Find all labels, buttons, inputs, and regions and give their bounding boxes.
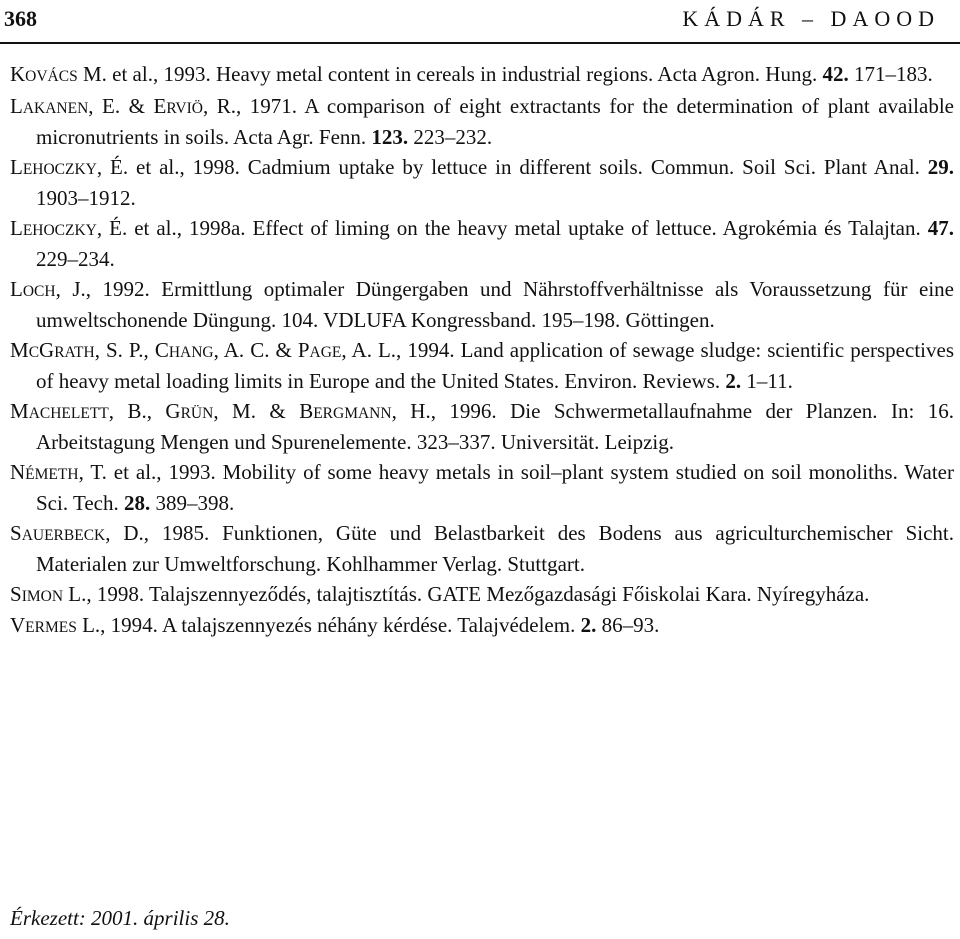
reference-text: , B., xyxy=(108,398,166,423)
reference-item-lakanen xyxy=(10,92,954,153)
reference-pages: 223–232. xyxy=(408,125,493,149)
reference-pages: 229–234. xyxy=(36,247,115,271)
page-header xyxy=(0,0,960,44)
author-initial: S xyxy=(10,520,22,545)
reference-list xyxy=(10,60,954,643)
author-initial: G xyxy=(39,337,55,362)
reference-pages: 171–183. xyxy=(848,62,933,86)
author-smallcaps: RATH xyxy=(54,343,95,361)
author-smallcaps: RVIÖ xyxy=(166,99,203,117)
reference-item-lehoczky-1998 xyxy=(10,153,954,214)
author-initial: L xyxy=(10,93,23,118)
author-smallcaps: ERGMANN xyxy=(313,404,392,422)
author-smallcaps: EHOCZKY xyxy=(22,160,97,178)
volume-number: 47. xyxy=(927,215,954,240)
reference-text: , H., 1996. Die Schwermetallaufnahme der Planzen. In: 16. Arbeitstagung Mengen und Spurenelemente. 323–337. Universität. Leipzig. xyxy=(36,398,954,454)
reference-text: L., 1998. Talajszennyeződés, talajtisztítás. GATE Mezőgazdasági Főiskolai Kara. Nyíregyháza. xyxy=(63,581,870,606)
reference-text: , R., 1971. A comparison of eight extractants for the determination of plant available micronutrients in soils. Acta Agr. Fenn. xyxy=(36,93,954,149)
author-smallcaps: ACHELETT xyxy=(28,404,109,422)
received-date: Érkezett: 2001. április 28. xyxy=(10,906,230,930)
author-initial: C xyxy=(154,337,169,362)
reference-text: , J., 1992. Ermittlung optimaler Düngergaben und Nährstoffverhältnisse als Voraussetzung für eine umweltschonende Düngung. 104. VDLUFA Kongressband. 195–198. Göttingen. xyxy=(36,276,954,332)
reference-text: , T. et al., 1993. Mobility of some heavy metals in soil–plant system studied on soil monoliths. Water Sci. Tech. xyxy=(36,459,954,515)
volume-number: 123. xyxy=(371,125,409,149)
reference-item-mcgrath xyxy=(10,336,954,397)
reference-item-kovacs xyxy=(10,60,954,92)
reference-item-nemeth xyxy=(10,458,954,519)
reference-item-lehoczky-1998a xyxy=(10,214,954,275)
reference-text: , E. & xyxy=(88,93,154,118)
author-smallcaps: ERMES xyxy=(25,619,77,636)
author-initial: E xyxy=(153,93,167,118)
reference-text: M. et al., 1993. Heavy metal content in cereals in industrial regions. Acta Agron. Hung. xyxy=(77,62,823,86)
author-smallcaps: RÜN xyxy=(180,404,214,422)
author-smallcaps: AGE xyxy=(309,343,342,361)
author-initial: K xyxy=(10,62,26,86)
reference-pages: 389–398. xyxy=(150,491,235,515)
reference-text: L., 1994. A talajszennyezés néhány kérdése. Talajvédelem. xyxy=(76,613,581,637)
reference-pages: 1903–1912. xyxy=(36,186,136,210)
reference-pages: 86–93. xyxy=(596,613,660,637)
author-smallcaps: AKANEN xyxy=(22,99,89,117)
volume-number: 28. xyxy=(123,491,151,515)
author-smallcaps: OVÁCS xyxy=(25,68,78,85)
author-initial: V xyxy=(10,613,26,637)
reference-text: , M. & xyxy=(213,398,300,423)
author-smallcaps: ÉMETH xyxy=(25,465,79,483)
author-initial: M xyxy=(10,337,29,362)
reference-item-loch xyxy=(10,275,954,336)
author-initial: L xyxy=(10,154,23,179)
author-initial: N xyxy=(10,459,26,484)
volume-number: 2. xyxy=(725,369,742,393)
author-initial: P xyxy=(297,337,310,362)
reference-text: , É. et al., 1998. Cadmium uptake by lettuce in different soils. Commun. Soil Sci. Plant Anal. xyxy=(96,154,928,179)
reference-item-sauerbeck xyxy=(10,519,954,580)
author-smallcaps: HANG xyxy=(168,343,214,361)
page-number: 368 xyxy=(4,6,37,31)
volume-number: 42. xyxy=(822,62,849,86)
author-smallcaps: IMON xyxy=(21,587,64,605)
author-smallcaps: C xyxy=(28,343,40,361)
author-smallcaps: EHOCZKY xyxy=(22,221,97,239)
running-head: KÁDÁR – DAOOD xyxy=(682,6,940,31)
volume-number: 2. xyxy=(580,613,597,637)
author-initial: M xyxy=(10,398,29,423)
header-rule xyxy=(0,42,960,44)
author-initial: L xyxy=(10,276,23,301)
author-smallcaps: OCH xyxy=(22,282,56,300)
reference-text: , S. P., xyxy=(94,337,155,362)
volume-number: 29. xyxy=(927,154,954,179)
reference-item-machelett xyxy=(10,397,954,458)
author-smallcaps: AUERBECK xyxy=(21,526,106,544)
reference-text: , D., 1985. Funktionen, Güte und Belastbarkeit des Bodens aus agriculturchemischer Sicht. Materialen zur Umweltforschung. Kohlhammer Verlag. Stuttgart. xyxy=(36,520,954,576)
author-initial: B xyxy=(299,398,314,423)
author-initial: S xyxy=(10,581,22,606)
author-initial: L xyxy=(10,215,23,240)
reference-text: , É. et al., 1998a. Effect of liming on the heavy metal uptake of lettuce. Agrokémia és Talajtan. xyxy=(96,215,928,240)
reference-text: , A. L., 1994. Land application of sewage sludge: scientific perspectives of heavy metal loading limits in Europe and the United States. Environ. Reviews. xyxy=(36,337,954,393)
reference-item-vermes xyxy=(10,611,954,643)
author-initial: G xyxy=(165,398,181,423)
reference-item-simon xyxy=(10,580,954,612)
reference-pages: 1–11. xyxy=(741,369,793,393)
reference-text: , A. C. & xyxy=(213,337,298,362)
